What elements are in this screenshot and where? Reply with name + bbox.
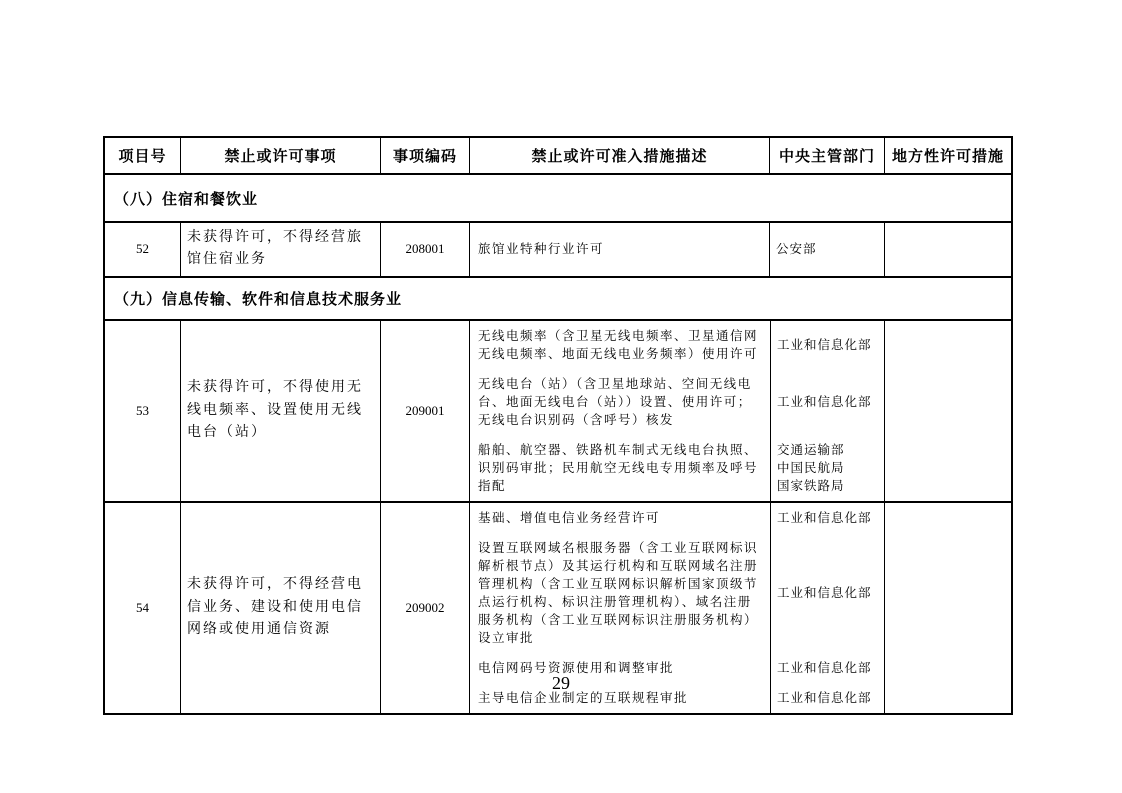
col-header-measure-desc: 禁止或许可准入措施描述 bbox=[469, 138, 769, 173]
col-header-code: 事项编码 bbox=[380, 138, 469, 173]
local-measure-cell-empty bbox=[884, 223, 1011, 276]
department-name: 工业和信息化部 bbox=[777, 660, 872, 675]
matter-text: 未获得许可，不得经营旅馆住宿业务 bbox=[180, 223, 380, 276]
measure-text: 电信网码号资源使用和调整审批 bbox=[478, 660, 675, 675]
section-title: （八）住宿和餐饮业 bbox=[114, 190, 259, 208]
department-name: 工业和信息化部 bbox=[777, 510, 872, 525]
col-header-matter: 禁止或许可事项 bbox=[180, 138, 380, 173]
table-row-52 bbox=[105, 221, 1011, 276]
department-name: 工业和信息化部 bbox=[777, 690, 872, 705]
measure-text: 无线电台（站）（含卫星地球站、空间无线电台、地面无线电台（站））设置、使用许可；无线电台识别码（含呼号）核发 bbox=[478, 376, 752, 427]
measure-text: 设置互联网域名根服务器（含工业互联网标识解析根节点）及其运行机构和互联网域名注册管理机构（含工业互联网标识解析国家顶级节点运行机构、标识注册管理机构）、域名注册服务机构（含工业互联网标识注册服务机构）设立审批 bbox=[478, 540, 759, 645]
item-code: 209001 bbox=[380, 321, 469, 501]
measure-group bbox=[470, 321, 884, 369]
measure-text: 旅馆业特种行业许可 bbox=[469, 223, 769, 276]
section-row-8 bbox=[105, 173, 1011, 221]
item-no: 54 bbox=[136, 599, 149, 615]
measure-group bbox=[470, 533, 884, 653]
measure-group bbox=[470, 435, 884, 501]
item-no: 53 bbox=[136, 402, 149, 418]
measures-block bbox=[469, 321, 884, 501]
department-name: 交通运输部 bbox=[777, 442, 845, 457]
department bbox=[770, 321, 884, 369]
department-name: 中国民航局 bbox=[777, 460, 845, 475]
item-no: 52 bbox=[136, 241, 149, 257]
table-row-53 bbox=[105, 319, 1011, 501]
measure-text: 基础、增值电信业务经营许可 bbox=[478, 510, 661, 525]
measure-text: 船舶、航空器、铁路机车制式无线电台执照、识别码审批；民用航空无线电专用频率及呼号指配 bbox=[478, 442, 759, 493]
department bbox=[770, 533, 884, 653]
col-header-local-measure: 地方性许可措施 bbox=[884, 138, 1011, 173]
matter-text: 未获得许可，不得使用无线电频率、设置使用无线电台（站） bbox=[180, 321, 380, 501]
local-measure-cell-empty bbox=[884, 321, 1011, 501]
measure-group bbox=[470, 503, 884, 533]
item-code: 209002 bbox=[380, 503, 469, 713]
department-name: 工业和信息化部 bbox=[777, 337, 872, 352]
page-number: 29 bbox=[552, 673, 570, 693]
section-title: （九）信息传输、软件和信息技术服务业 bbox=[114, 290, 403, 308]
department-name: 工业和信息化部 bbox=[777, 394, 872, 409]
department-name: 国家铁路局 bbox=[777, 478, 845, 493]
col-header-item-no: 项目号 bbox=[118, 148, 167, 165]
access-measures-table bbox=[103, 136, 1013, 715]
department bbox=[770, 435, 884, 501]
department bbox=[770, 503, 884, 533]
measure-text: 无线电频率（含卫星无线电频率、卫星通信网无线电频率、地面无线电业务频率）使用许可 bbox=[478, 328, 759, 361]
department bbox=[770, 369, 884, 435]
section-row-9 bbox=[105, 276, 1011, 319]
measure-text: 主导电信企业制定的互联规程审批 bbox=[478, 690, 689, 705]
matter-text: 未获得许可，不得经营电信业务、建设和使用电信网络或使用通信资源 bbox=[180, 503, 380, 713]
measure-group bbox=[470, 369, 884, 435]
department-name: 工业和信息化部 bbox=[777, 585, 872, 600]
table-header-row bbox=[105, 138, 1011, 173]
col-header-central-dept: 中央主管部门 bbox=[769, 138, 884, 173]
department: 公安部 bbox=[769, 223, 884, 276]
item-code: 208001 bbox=[380, 223, 469, 276]
